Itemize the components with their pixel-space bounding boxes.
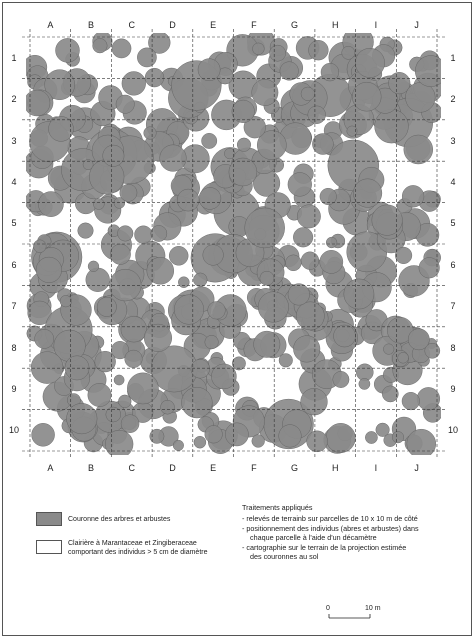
tree-crown (404, 135, 433, 164)
tree-crown (145, 68, 164, 87)
tree-crown (198, 59, 220, 81)
tree-crown (120, 184, 137, 201)
row-label-left: 5 (11, 218, 17, 229)
tree-crown (383, 344, 394, 355)
tree-crown (208, 302, 226, 320)
row-label-right: 10 (447, 425, 458, 436)
tree-crown (121, 316, 147, 342)
column-label-top: E (210, 20, 217, 30)
tree-crown (36, 257, 62, 283)
column-label-bottom: D (169, 463, 176, 473)
tree-crown (178, 277, 189, 288)
tree-crown (285, 255, 301, 271)
tree-crown (182, 387, 213, 418)
row-label-right: 8 (450, 342, 456, 353)
tree-crown (193, 273, 207, 287)
tree-crown (245, 208, 285, 248)
tree-crown (229, 158, 257, 186)
tree-crown (103, 145, 124, 166)
row-label-left: 8 (11, 342, 17, 353)
row-label-right: 4 (450, 176, 456, 187)
tree-crown (293, 336, 320, 363)
row-label-left: 6 (11, 259, 17, 270)
tree-crown (33, 240, 46, 253)
column-label-bottom: A (47, 463, 54, 473)
tree-crown (118, 395, 131, 408)
tree-crown (301, 252, 319, 270)
tree-crown (253, 43, 265, 55)
column-label-top: F (251, 20, 257, 30)
column-label-bottom: I (374, 463, 378, 473)
tree-crown (342, 46, 355, 59)
legend-clearing-label-2: comportant des individus > 5 cm de diamètre (68, 549, 208, 556)
column-label-top: J (414, 20, 419, 30)
tree-crown (106, 407, 121, 422)
tree-crown (297, 205, 320, 228)
row-label-right: 5 (450, 218, 456, 229)
legend-clearing-swatch (36, 540, 62, 554)
treatment-2-cont: chaque parcelle à l'aide d'un décamètre (250, 533, 377, 542)
tree-crown (417, 387, 440, 410)
treatments-title: Traitements appliqués (242, 503, 313, 512)
tree-crown (296, 302, 324, 330)
tree-crown (194, 436, 206, 448)
tree-crown (260, 271, 274, 285)
tree-crown (309, 40, 329, 60)
tree-crown (199, 187, 221, 209)
tree-crown (333, 371, 349, 387)
tree-crown (280, 62, 299, 81)
scale-end-label: 10 m (365, 605, 381, 612)
tree-crown (407, 429, 436, 458)
tree-crown (307, 431, 328, 452)
tree-crown (225, 423, 248, 446)
tree-crown (203, 245, 224, 266)
tree-crown (312, 134, 333, 155)
tree-crown (95, 351, 116, 372)
tree-crown (365, 431, 377, 443)
legend-crown-swatch (36, 512, 62, 526)
column-label-bottom: C (128, 463, 135, 473)
tree-crown (125, 350, 143, 368)
tree-crown (402, 185, 424, 207)
row-label-right: 2 (450, 94, 456, 105)
scale-bar (329, 614, 370, 618)
tree-crown (279, 354, 293, 368)
tree-crown (232, 100, 255, 123)
row-label-right: 7 (450, 301, 456, 312)
column-label-bottom: E (210, 463, 217, 473)
column-label-top: H (332, 20, 339, 30)
tree-crown (122, 72, 146, 96)
legend-clearing-label-1: Clairière à Marantaceae et Zingiberaceae (68, 540, 197, 547)
tree-crown (144, 127, 157, 140)
tree-crowns (23, 27, 447, 459)
row-label-left: 3 (11, 135, 17, 146)
tree-crown (326, 237, 337, 248)
tree-crown (121, 415, 139, 433)
tree-crown (288, 173, 312, 197)
tree-crown (116, 95, 134, 113)
tree-crown (372, 205, 403, 236)
tree-crown (326, 423, 355, 452)
column-label-bottom: F (251, 463, 257, 473)
tree-crown (301, 87, 315, 101)
tree-crown (205, 426, 223, 444)
row-label-left: 9 (11, 383, 17, 394)
tree-crown (49, 116, 74, 141)
tree-crown (86, 268, 110, 292)
tree-crown (419, 258, 440, 279)
row-label-left: 7 (11, 301, 17, 312)
row-label-right: 6 (450, 259, 456, 270)
tree-crown (88, 383, 111, 406)
tree-crown (353, 179, 382, 208)
tree-crown (395, 247, 412, 264)
treatment-3: - cartographie sur le terrain de la projection estimée (242, 543, 407, 552)
tree-crown (355, 48, 384, 77)
tree-crown (35, 329, 54, 348)
column-label-bottom: B (88, 463, 95, 473)
scale-zero-label: 0 (326, 605, 330, 612)
tree-crown (114, 375, 124, 385)
tree-crown (398, 352, 409, 363)
tree-crown (279, 425, 302, 448)
tree-crown (60, 295, 72, 307)
treatment-2: - positionnement des individus (abres et arbustes) dans (242, 524, 419, 533)
tree-crown (78, 223, 94, 239)
tree-crown (301, 388, 328, 415)
tree-crown (169, 246, 188, 265)
treatment-1: - relevés de terrainb sur parcelles de 10 x 10 m de côté (242, 514, 418, 523)
row-label-right: 9 (450, 383, 456, 394)
tree-crown (402, 392, 420, 410)
row-label-left: 2 (11, 94, 17, 105)
row-label-right: 1 (450, 52, 456, 63)
tree-crown (344, 279, 374, 309)
tree-crown (112, 39, 131, 58)
tree-crown (375, 109, 409, 143)
tree-crown (32, 423, 55, 446)
tree-crown (135, 226, 153, 244)
tree-crown (177, 189, 199, 211)
column-label-bottom: H (332, 463, 339, 473)
tree-crown (31, 352, 63, 384)
tree-crown (408, 329, 429, 350)
tree-crown (24, 90, 50, 116)
tree-crown (382, 386, 398, 402)
tree-crown (415, 56, 446, 87)
column-label-bottom: G (291, 463, 299, 473)
tree-crown (258, 292, 289, 323)
tree-crown (88, 261, 99, 272)
tree-crown (110, 244, 130, 264)
tree-crown (97, 297, 116, 316)
tree-crown (352, 82, 381, 111)
tree-crown (405, 83, 435, 113)
column-label-top: G (291, 20, 299, 30)
column-label-bottom: J (414, 463, 419, 473)
column-label-top: A (47, 20, 54, 30)
tree-crown (173, 440, 184, 451)
tree-crown (237, 138, 251, 152)
tree-crown (65, 356, 89, 380)
row-label-left: 1 (11, 52, 17, 63)
tree-crown (254, 331, 280, 357)
tree-crown (38, 192, 63, 217)
tree-crown (151, 225, 167, 241)
tree-crown (359, 378, 370, 389)
tree-crown (118, 226, 134, 242)
tree-crown (160, 145, 187, 172)
row-label-left: 10 (8, 425, 19, 436)
column-label-top: B (88, 20, 95, 30)
tree-crown (67, 403, 98, 434)
row-label-right: 3 (450, 135, 456, 146)
tree-crown (191, 359, 210, 378)
tree-crown (320, 250, 343, 273)
tree-crown (105, 430, 133, 458)
treatment-3-cont: des couronnes au sol (250, 552, 319, 561)
tree-crown (93, 38, 108, 53)
tree-crown (392, 431, 404, 443)
tree-crown (137, 48, 156, 67)
column-label-top: C (128, 20, 135, 30)
tree-crown (147, 257, 174, 284)
tree-crown (127, 373, 158, 404)
column-label-top: D (169, 20, 176, 30)
row-label-left: 4 (11, 176, 17, 187)
tree-crown (144, 324, 172, 352)
tree-crown (252, 435, 265, 448)
tree-crown (270, 45, 286, 61)
tree-crown (56, 38, 80, 62)
tree-crown (334, 325, 356, 347)
tree-crown (205, 335, 219, 349)
tree-crown (174, 295, 204, 325)
tree-crown (211, 364, 236, 389)
tree-crown (288, 284, 310, 306)
legend-crown-label: Couronne des arbres et arbustes (68, 516, 171, 523)
column-label-top: I (374, 20, 378, 30)
tree-crown (202, 133, 217, 148)
tree-crown (308, 106, 326, 124)
tree-crown (161, 400, 175, 414)
tree-crown (93, 199, 104, 210)
